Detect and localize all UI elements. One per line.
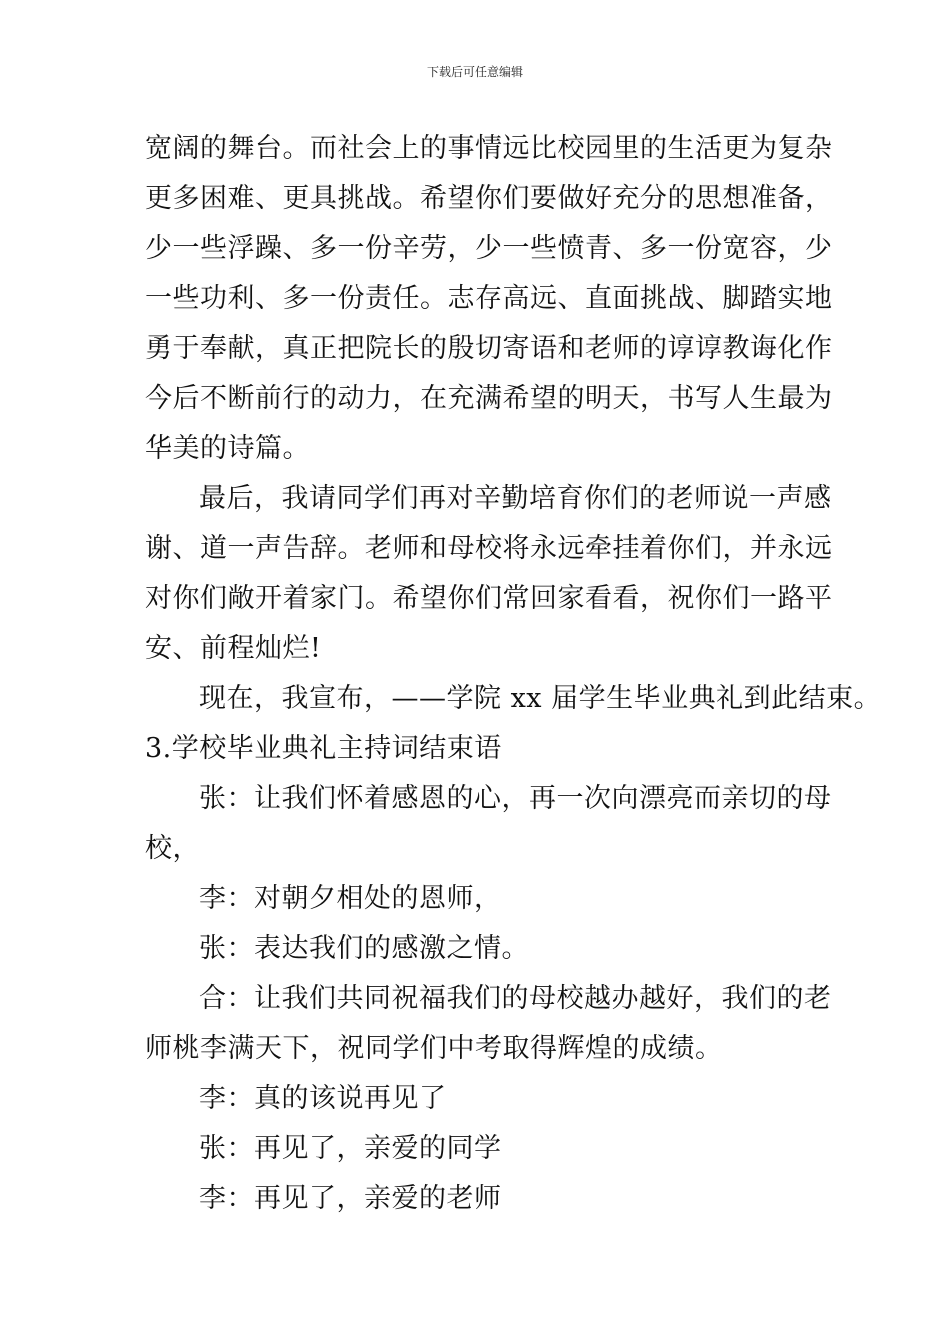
text-line: 勇于奉献，真正把院长的殷切寄语和老师的谆谆教诲化作 <box>145 333 833 364</box>
paragraph-start-line: 现在，我宣布，——学院 xx 届学生毕业典礼到此结束。 <box>199 683 882 714</box>
paragraph-start-line: 最后，我请同学们再对辛勤培育你们的老师说一声感 <box>199 483 832 514</box>
dialogue-line: 李：对朝夕相处的恩师， <box>199 883 502 914</box>
text-line: 更多困难、更具挑战。希望你们要做好充分的思想准备， <box>145 183 833 214</box>
text-line: 对你们敞开着家门。希望你们常回家看看，祝你们一路平 <box>145 583 833 614</box>
dialogue-line: 李：再见了，亲爱的老师 <box>199 1183 502 1214</box>
text-line: 宽阔的舞台。而社会上的事情远比校园里的生活更为复杂 <box>145 133 833 164</box>
text-line: 少一些浮躁、多一份辛劳，少一些愤青、多一份宽容，少 <box>145 233 833 264</box>
text-line: 安、前程灿烂! <box>145 633 322 664</box>
dialogue-line: 张：表达我们的感激之情。 <box>199 933 529 964</box>
section-heading: 3.学校毕业典礼主持词结束语 <box>145 733 502 764</box>
dialogue-line: 李：真的该说再见了 <box>199 1083 447 1114</box>
page-header: 下载后可任意编辑 <box>426 65 523 79</box>
dialogue-line: 张：让我们怀着感恩的心，再一次向漂亮而亲切的母 <box>199 783 832 814</box>
text-line: 今后不断前行的动力，在充满希望的明天，书写人生最为 <box>145 383 833 414</box>
text-line: 校， <box>145 833 200 864</box>
dialogue-line: 张：再见了，亲爱的同学 <box>199 1133 502 1164</box>
text-line: 谢、道一声告辞。老师和母校将永远牵挂着你们，并永远 <box>145 533 833 564</box>
document-body <box>145 124 882 1224</box>
dialogue-line: 合：让我们共同祝福我们的母校越办越好，我们的老 <box>199 983 832 1014</box>
text-line: 师桃李满天下，祝同学们中考取得辉煌的成绩。 <box>145 1033 723 1064</box>
text-line: 华美的诗篇。 <box>145 433 310 464</box>
text-line: 一些功利、多一份责任。志存高远、直面挑战、脚踏实地 <box>145 283 833 314</box>
